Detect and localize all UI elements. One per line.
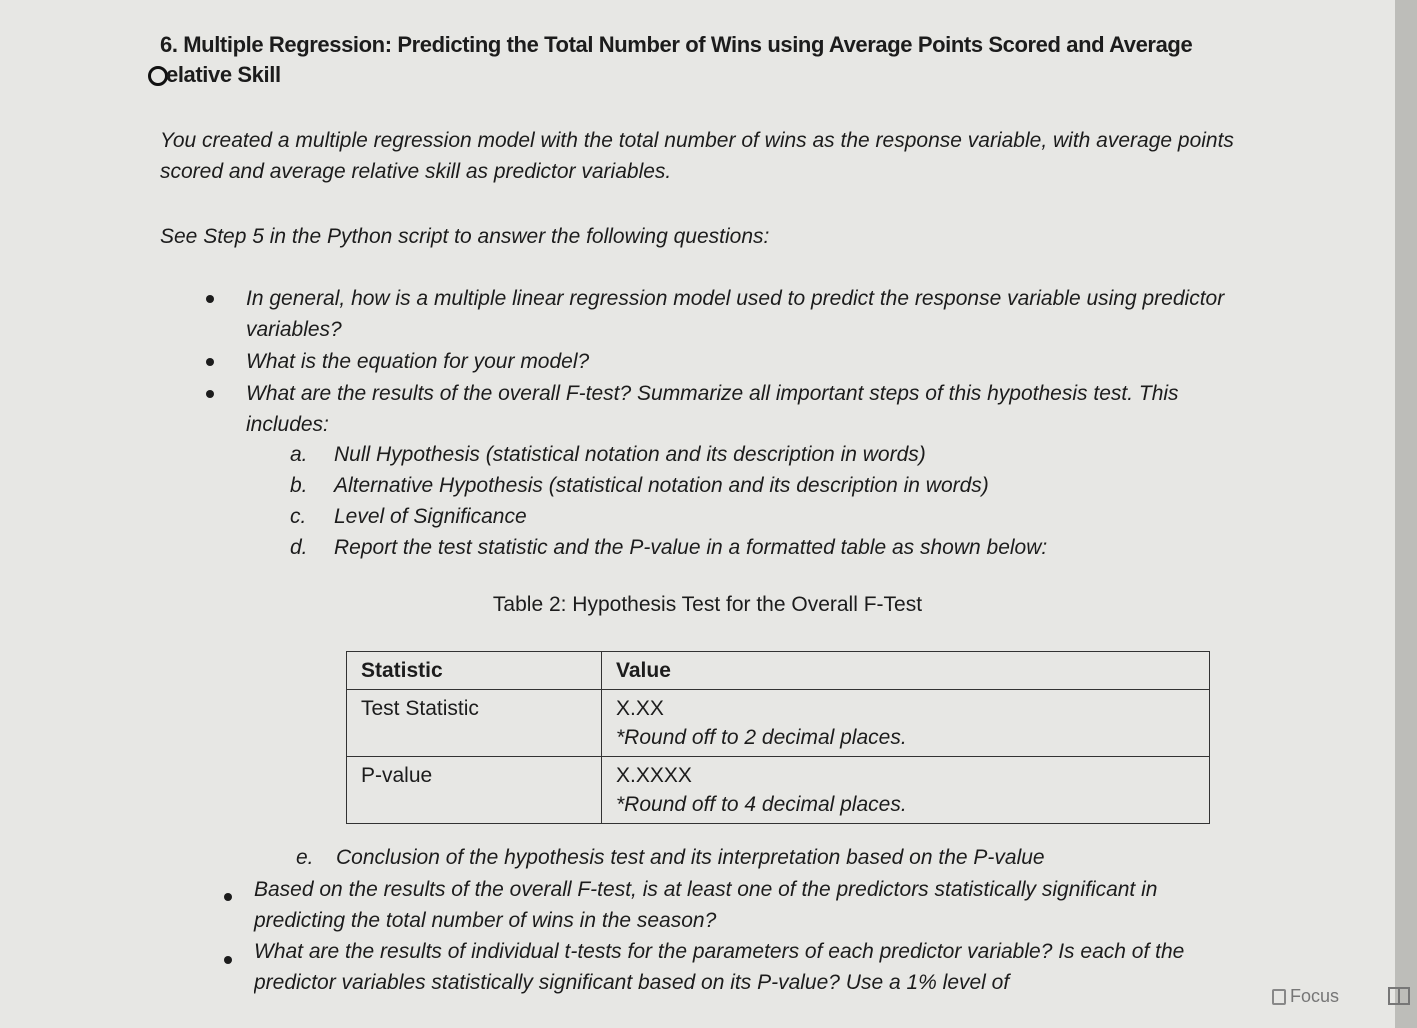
section-heading xyxy=(160,30,1260,90)
step-letter: d. xyxy=(290,536,308,559)
f-test-table xyxy=(346,651,1210,824)
step-letter: e. xyxy=(296,846,314,869)
step-note: See Step 5 in the Python script to answer the following questions: xyxy=(160,225,770,248)
header-statistic: Statistic xyxy=(347,652,602,690)
value-placeholder: X.XX xyxy=(616,697,664,720)
bullet-icon xyxy=(206,358,214,366)
heading-line-2-text: elative Skill xyxy=(166,62,281,87)
rounding-note: *Round off to 2 decimal places. xyxy=(616,726,907,749)
step-text: Report the test statistic and the P-value in a formatted table as shown below: xyxy=(334,536,1048,559)
focus-icon xyxy=(1272,989,1286,1005)
window-edge xyxy=(1395,0,1417,1028)
focus-mode-button[interactable] xyxy=(1272,986,1339,1007)
cell-statistic: Test Statistic xyxy=(347,690,602,757)
cursor-circle-icon xyxy=(148,66,168,86)
header-value: Value xyxy=(602,652,1210,690)
bullet-icon xyxy=(224,956,232,964)
step-text: Level of Significance xyxy=(334,505,527,528)
step-e xyxy=(296,842,1045,873)
heading-line-2 xyxy=(160,60,1260,90)
question-2: What is the equation for your model? xyxy=(246,350,590,373)
rounding-note: *Round off to 4 decimal places. xyxy=(616,793,907,816)
step-a xyxy=(290,439,926,470)
cell-value xyxy=(602,757,1210,824)
cell-value xyxy=(602,690,1210,757)
read-mode-icon[interactable] xyxy=(1388,987,1410,1005)
step-d xyxy=(290,532,1047,563)
bullet-icon xyxy=(206,390,214,398)
table-row xyxy=(347,690,1210,757)
question-4: Based on the results of the overall F-test, is at least one of the predictors statistically significant in predicting the total number of wins in the season? xyxy=(254,878,1158,932)
question-5: What are the results of individual t-tests for the parameters of each predictor variable? Is each of the predictor variables statistically significant based on its P-value? Use a 1% level of xyxy=(254,940,1185,994)
table-caption: Table 2: Hypothesis Test for the Overall F-Test xyxy=(492,593,923,616)
step-letter: c. xyxy=(290,505,307,528)
table-header-row xyxy=(347,652,1210,690)
focus-label: Focus xyxy=(1290,986,1340,1006)
bullet-icon xyxy=(224,893,232,901)
step-letter: a. xyxy=(290,443,308,466)
table-row xyxy=(347,757,1210,824)
step-b xyxy=(290,470,989,501)
step-text: Null Hypothesis (statistical notation and its description in words) xyxy=(334,443,926,466)
intro-paragraph: You created a multiple regression model with the total number of wins as the response variable, with average points scored and average relative skill as predictor variables. xyxy=(160,129,1234,183)
question-1: In general, how is a multiple linear regression model used to predict the response variable using predictor variables? xyxy=(246,287,1225,341)
step-letter: b. xyxy=(290,474,308,497)
step-text: Alternative Hypothesis (statistical notation and its description in words) xyxy=(334,474,989,497)
heading-line-1: 6. Multiple Regression: Predicting the Total Number of Wins using Average Points Scored and Average xyxy=(160,32,1193,57)
question-3: What are the results of the overall F-test? Summarize all important steps of this hypothesis test. This includes: xyxy=(246,382,1179,436)
value-placeholder: X.XXXX xyxy=(616,764,692,787)
cell-statistic: P-value xyxy=(347,757,602,824)
bullet-icon xyxy=(206,295,214,303)
step-text: Conclusion of the hypothesis test and its interpretation based on the P-value xyxy=(336,846,1045,869)
step-c xyxy=(290,501,527,532)
